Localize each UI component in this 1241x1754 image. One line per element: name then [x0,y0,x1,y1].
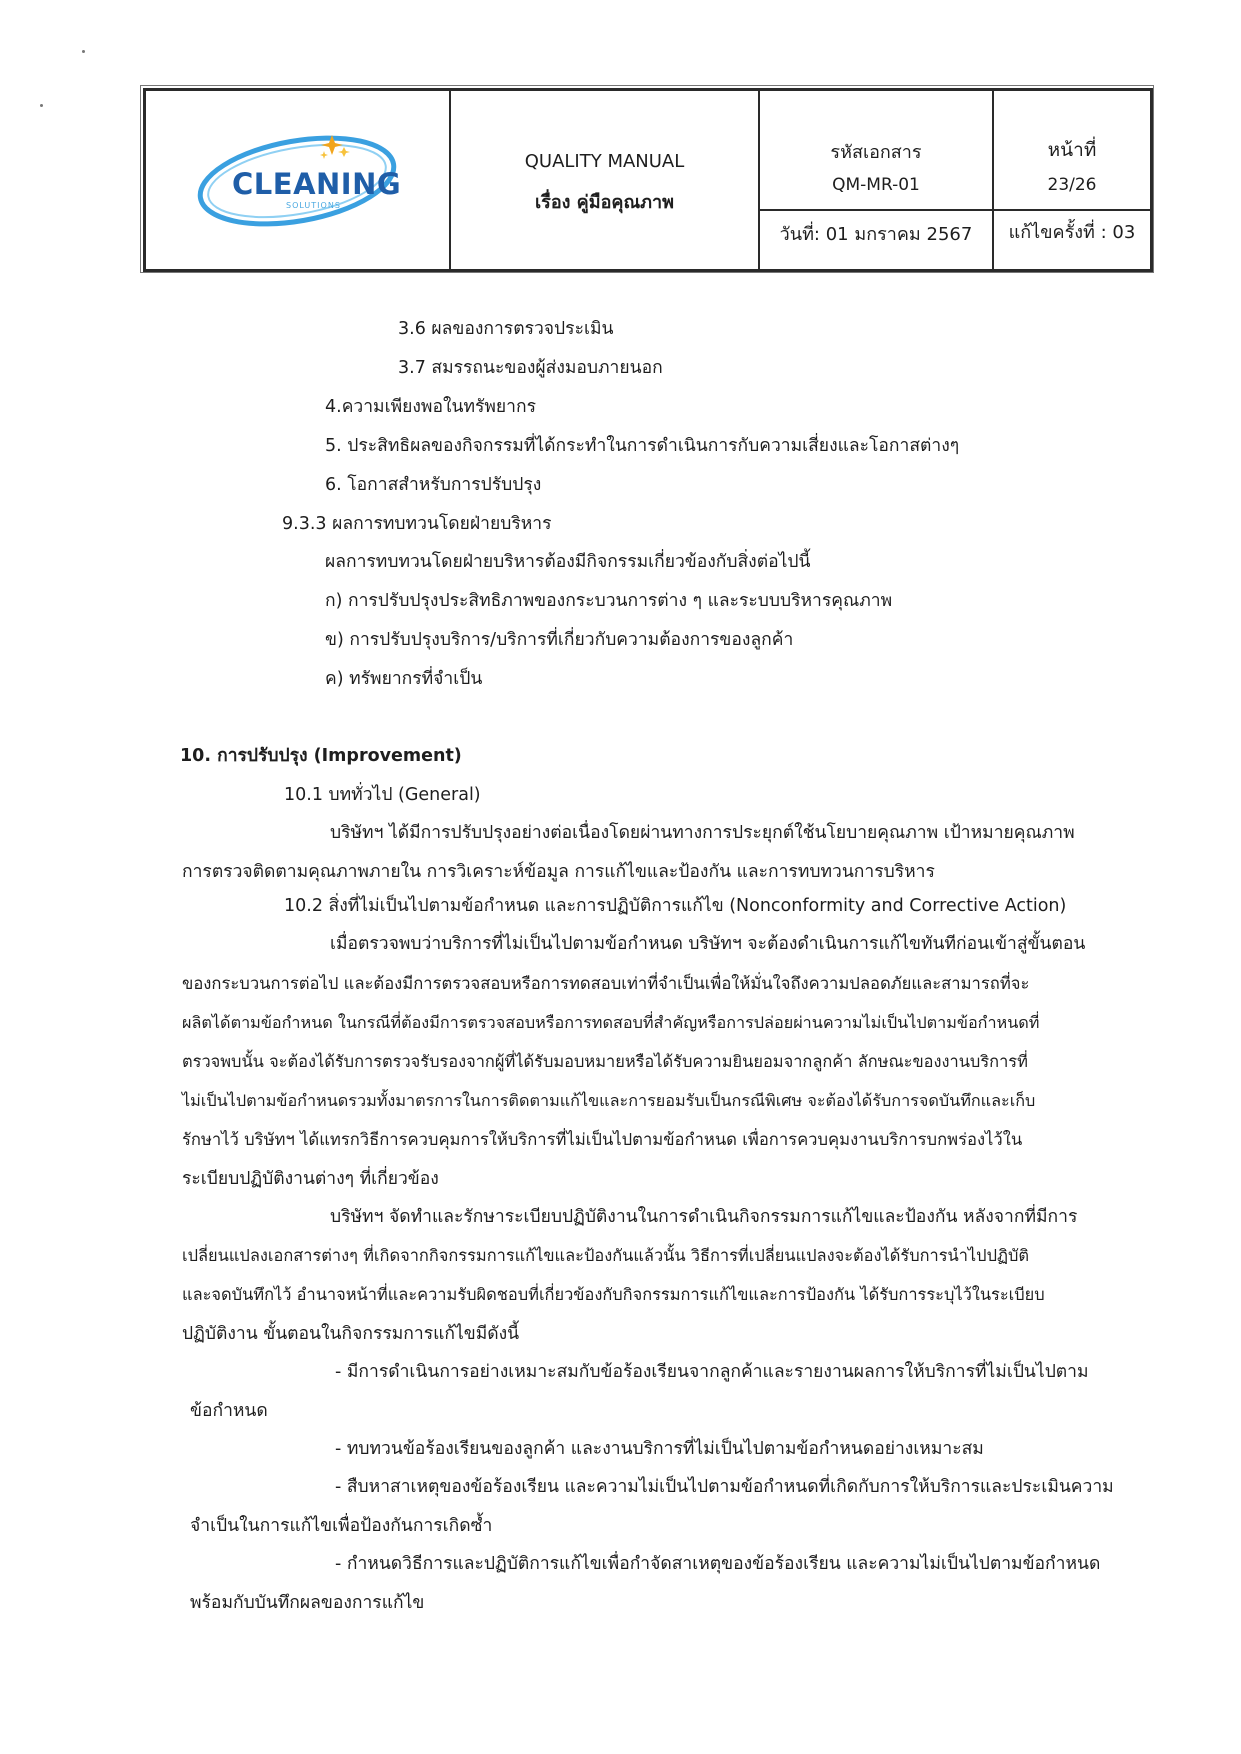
title-cell [451,91,760,269]
page-number: 23/26 [1047,175,1097,195]
paragraph-line: จำเป็นในการแก้ไขเพื่อป้องกันการเกิดซ้ำ [190,1516,493,1536]
section-heading: 9.3.3 ผลการทบทวนโดยฝ่ายบริหาร [282,514,552,534]
logo-cell [146,91,451,269]
paragraph-line: ของกระบวนการต่อไป และต้องมีการตรวจสอบหรือการทดสอบเท่าที่จำเป็นเพื่อให้มั่นใจถึงความปลอดภัยและสามารถที่จะ [182,974,1030,993]
scan-speck [82,50,85,53]
paragraph-line: ผลิตได้ตามข้อกำหนด ในกรณีที่ต้องมีการตรวจสอบหรือการทดสอบที่สำคัญหรือการปล่อยผ่านความไม่เป็นไปตามข้อกำหนดที่ [182,1013,1040,1032]
list-item: - มีการดำเนินการอย่างเหมาะสมกับข้อร้องเรียนจากลูกค้าและรายงานผลการให้บริการที่ไม่เป็นไปตาม [335,1362,1089,1382]
manual-title: QUALITY MANUAL [524,151,685,172]
paragraph-line: ผลการทบทวนโดยฝ่ายบริหารต้องมีกิจกรรมเกี่ยวข้องกับสิ่งต่อไปนี้ [325,552,811,572]
paragraph-line: ปฏิบัติงาน ขั้นตอนในกิจกรรมการแก้ไขมีดังนี้ [182,1324,520,1344]
doc-code-cell [760,91,994,269]
section-heading: 10.2 สิ่งที่ไม่เป็นไปตามข้อกำหนด และการปฏิบัติการแก้ไข (Nonconformity and Corrective Action) [284,896,1067,916]
chapter-heading: 10. การปรับปรุง (Improvement) [180,746,462,766]
issue-date: วันที่: 01 มกราคม 2567 [779,224,973,245]
list-item: 3.6 ผลของการตรวจประเมิน [398,319,614,339]
list-item: - ทบทวนข้อร้องเรียนของลูกค้า และงานบริการที่ไม่เป็นไปตามข้อกำหนดอย่างเหมาะสม [335,1439,984,1459]
doc-code-label: รหัสเอกสาร [830,142,922,163]
paragraph-line: ตรวจพบนั้น จะต้องได้รับการตรวจรับรองจากผู้ที่ได้รับมอบหมายหรือได้รับความยินยอมจากลูกค้า ลักษณะของงานบริการที่ [182,1052,1028,1071]
list-item: 4.ความเพียงพอในทรัพยากร [325,397,537,417]
paragraph-line: การตรวจติดตามคุณภาพภายใน การวิเคราะห์ข้อมูล การแก้ไขและป้องกัน และการทบทวนการบริหาร [182,862,935,882]
paragraph-line: เปลี่ยนแปลงเอกสารต่างๆ ที่เกิดจากกิจกรรมการแก้ไขและป้องกันแล้วนั้น วิธีการที่เปลี่ยนแปลงจะต้องได้รับการนำไปปฏิบัติ [182,1246,1030,1265]
logo-tagline: SOLUTIONS [286,201,341,210]
revision-number: แก้ไขครั้งที่ : 03 [1008,222,1136,243]
list-item: 5. ประสิทธิผลของกิจกรรมที่ได้กระทำในการดำเนินการกับความเสี่ยงและโอกาสต่างๆ [325,436,960,456]
page-cell [994,91,1150,269]
list-item: 6. โอกาสสำหรับการปรับปรุง [325,475,542,495]
list-item: - สืบหาสาเหตุของข้อร้องเรียน และความไม่เป็นไปตามข้อกำหนดที่เกิดกับการให้บริการและประเมินความ [335,1477,1114,1497]
page-label: หน้าที่ [1047,139,1097,161]
paragraph-line: ระเบียบปฏิบัติงานต่างๆ ที่เกี่ยวข้อง [182,1169,439,1189]
header-divider [760,209,1150,211]
list-item: ข) การปรับปรุงบริการ/บริการที่เกี่ยวกับความต้องการของลูกค้า [325,630,794,650]
paragraph-line: และจดบันทึกไว้ อำนาจหน้าที่และความรับผิดชอบที่เกี่ยวข้องกับกิจกรรมการแก้ไขและการป้องกัน ได้รับการระบุไว้ในระเบียบ [182,1285,1045,1304]
paragraph-line: ข้อกำหนด [190,1401,268,1421]
list-item: ค) ทรัพยากรที่จำเป็น [325,669,483,689]
list-item: - กำหนดวิธีการและปฏิบัติการแก้ไขเพื่อกำจัดสาเหตุของข้อร้องเรียน และความไม่เป็นไปตามข้อกำหนด [335,1554,1101,1574]
paragraph-line: พร้อมกับบันทึกผลของการแก้ไข [190,1593,425,1613]
paragraph-line: ไม่เป็นไปตามข้อกำหนดรวมทั้งมาตรการในการติดตามแก้ไขและการยอมรับเป็นกรณีพิเศษ จะต้องได้รับการจดบันทึกและเก็บ [182,1091,1036,1110]
paragraph-line: เมื่อตรวจพบว่าบริการที่ไม่เป็นไปตามข้อกำหนด บริษัทฯ จะต้องดำเนินการแก้ไขทันทีก่อนเข้าสู่ขั้นตอน [330,934,1086,954]
paragraph-line: รักษาไว้ บริษัทฯ ได้แทรกวิธีการควบคุมการให้บริการที่ไม่เป็นไปตามข้อกำหนด เพื่อการควบคุมงานบริการบกพร่องไว้ใน [182,1130,1023,1149]
company-logo [192,129,402,229]
manual-subject: เรื่อง คู่มือคุณภาพ [535,192,674,213]
doc-code: QM-MR-01 [832,175,920,195]
list-item: 3.7 สมรรถนะของผู้ส่งมอบภายนอก [398,358,663,378]
logo-wordmark: CLEANING [232,167,402,201]
document-header [143,88,1153,272]
list-item: ก) การปรับปรุงประสิทธิภาพของกระบวนการต่าง ๆ และระบบบริหารคุณภาพ [325,591,893,611]
section-heading: 10.1 บททั่วไป (General) [284,785,481,805]
paragraph-line: บริษัทฯ ได้มีการปรับปรุงอย่างต่อเนื่องโดยผ่านทางการประยุกต์ใช้นโยบายคุณภาพ เป้าหมายคุณภาพ [330,823,1075,843]
scan-speck [40,104,43,107]
paragraph-line: บริษัทฯ จัดทำและรักษาระเบียบปฏิบัติงานในการดำเนินกิจกรรมการแก้ไขและป้องกัน หลังจากที่มีการ [330,1207,1078,1227]
